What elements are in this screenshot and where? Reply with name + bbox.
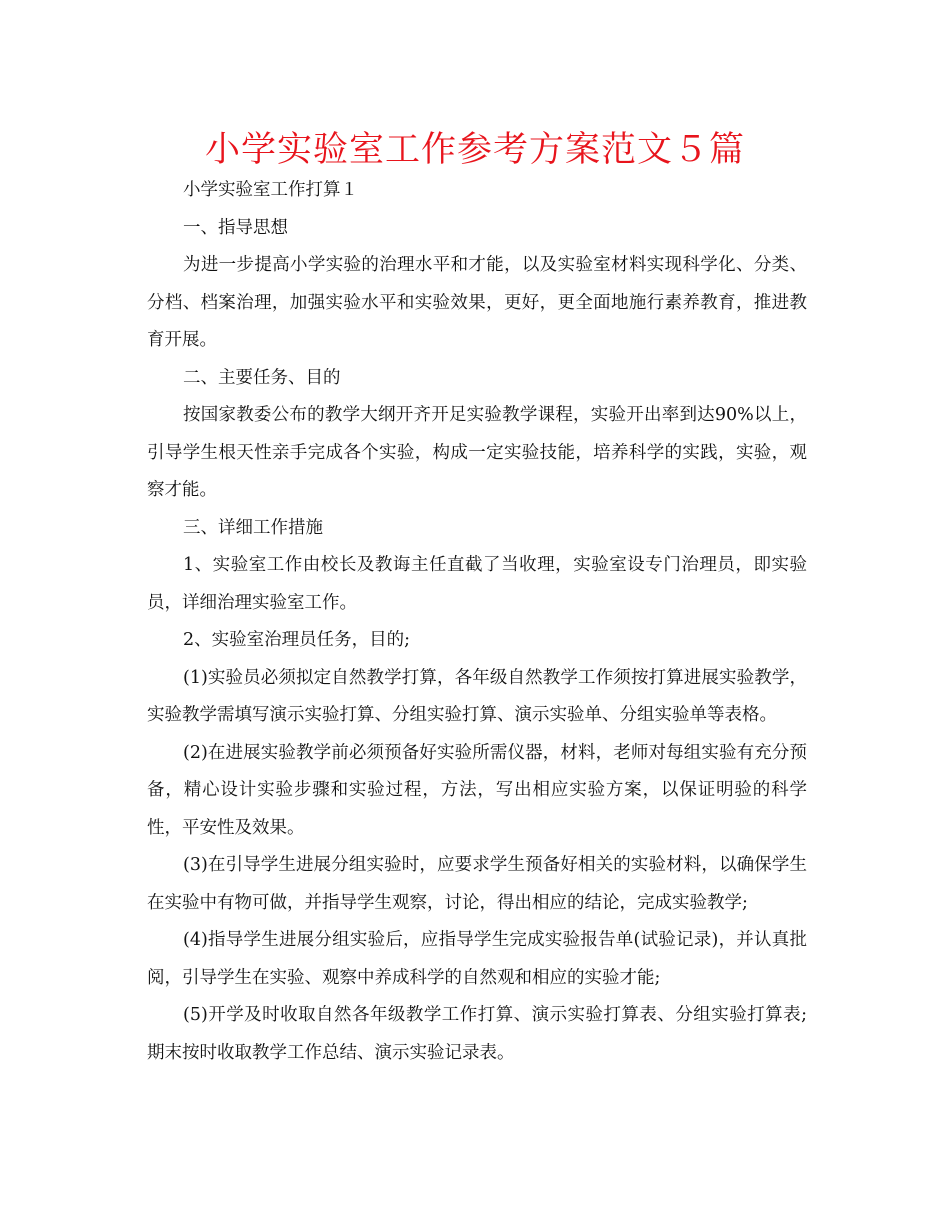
paragraph: 1、实验室工作由校长及教诲主任直截了当收理，实验室设专门治理员，即实验员，详细治理实验室工作。 <box>147 555 807 613</box>
heading-work-measures: 三、详细工作措施 <box>183 517 323 538</box>
section-heading: 小学实验室工作打算１ <box>183 180 358 200</box>
document-body <box>147 172 807 1072</box>
list-item: (1)实验员必须拟定自然教学打算，各年级自然教学工作须按打算进展实验教学，实验教学需填写演示实验打算、分组实验打算、演示实验单、分组实验单等表格。 <box>147 667 807 725</box>
list-item: (3)在引导学生进展分组实验时，应要求学生预备好相关的实验材料，以确保学生在实验中有物可做，并指导学生观察，讨论，得出相应的结论，完成实验教学; <box>147 855 807 913</box>
list-item: (4)指导学生进展分组实验后，应指导学生完成实验报告单(试验记录)，并认真批阅，引导学生在实验、观察中养成科学的自然观和相应的实验才能; <box>147 930 807 988</box>
document-title: 小学实验室工作参考方案范文５篇 <box>204 130 745 170</box>
list-item: (5)开学及时收取自然各年级教学工作打算、演示实验打算表、分组实验打算表;期末按时收取教学工作总结、演示实验记录表。 <box>147 1005 807 1063</box>
paragraph: 按国家教委公布的教学大纲开齐开足实验教学课程，实验开出率到达90%以上，引导学生根天性亲手完成各个实验，构成一定实验技能，培养科学的实践，实验，观察才能。 <box>147 405 807 500</box>
heading-main-tasks: 二、主要任务、目的 <box>183 367 341 388</box>
heading-guiding-ideology: 一、指导思想 <box>183 217 288 238</box>
paragraph: 为进一步提高小学实验的治理水平和才能，以及实验室材料实现科学化、分类、分档、档案治理，加强实验水平和实验效果，更好，更全面地施行素养教育，推进教育开展。 <box>147 255 807 350</box>
list-item: (2)在进展实验教学前必须预备好实验所需仪器，材料，老师对每组实验有充分预备，精心设计实验步骤和实验过程，方法，写出相应实验方案，以保证明验的科学性，平安性及效果。 <box>147 742 807 838</box>
paragraph: 2、实验室治理员任务，目的; <box>183 630 411 650</box>
